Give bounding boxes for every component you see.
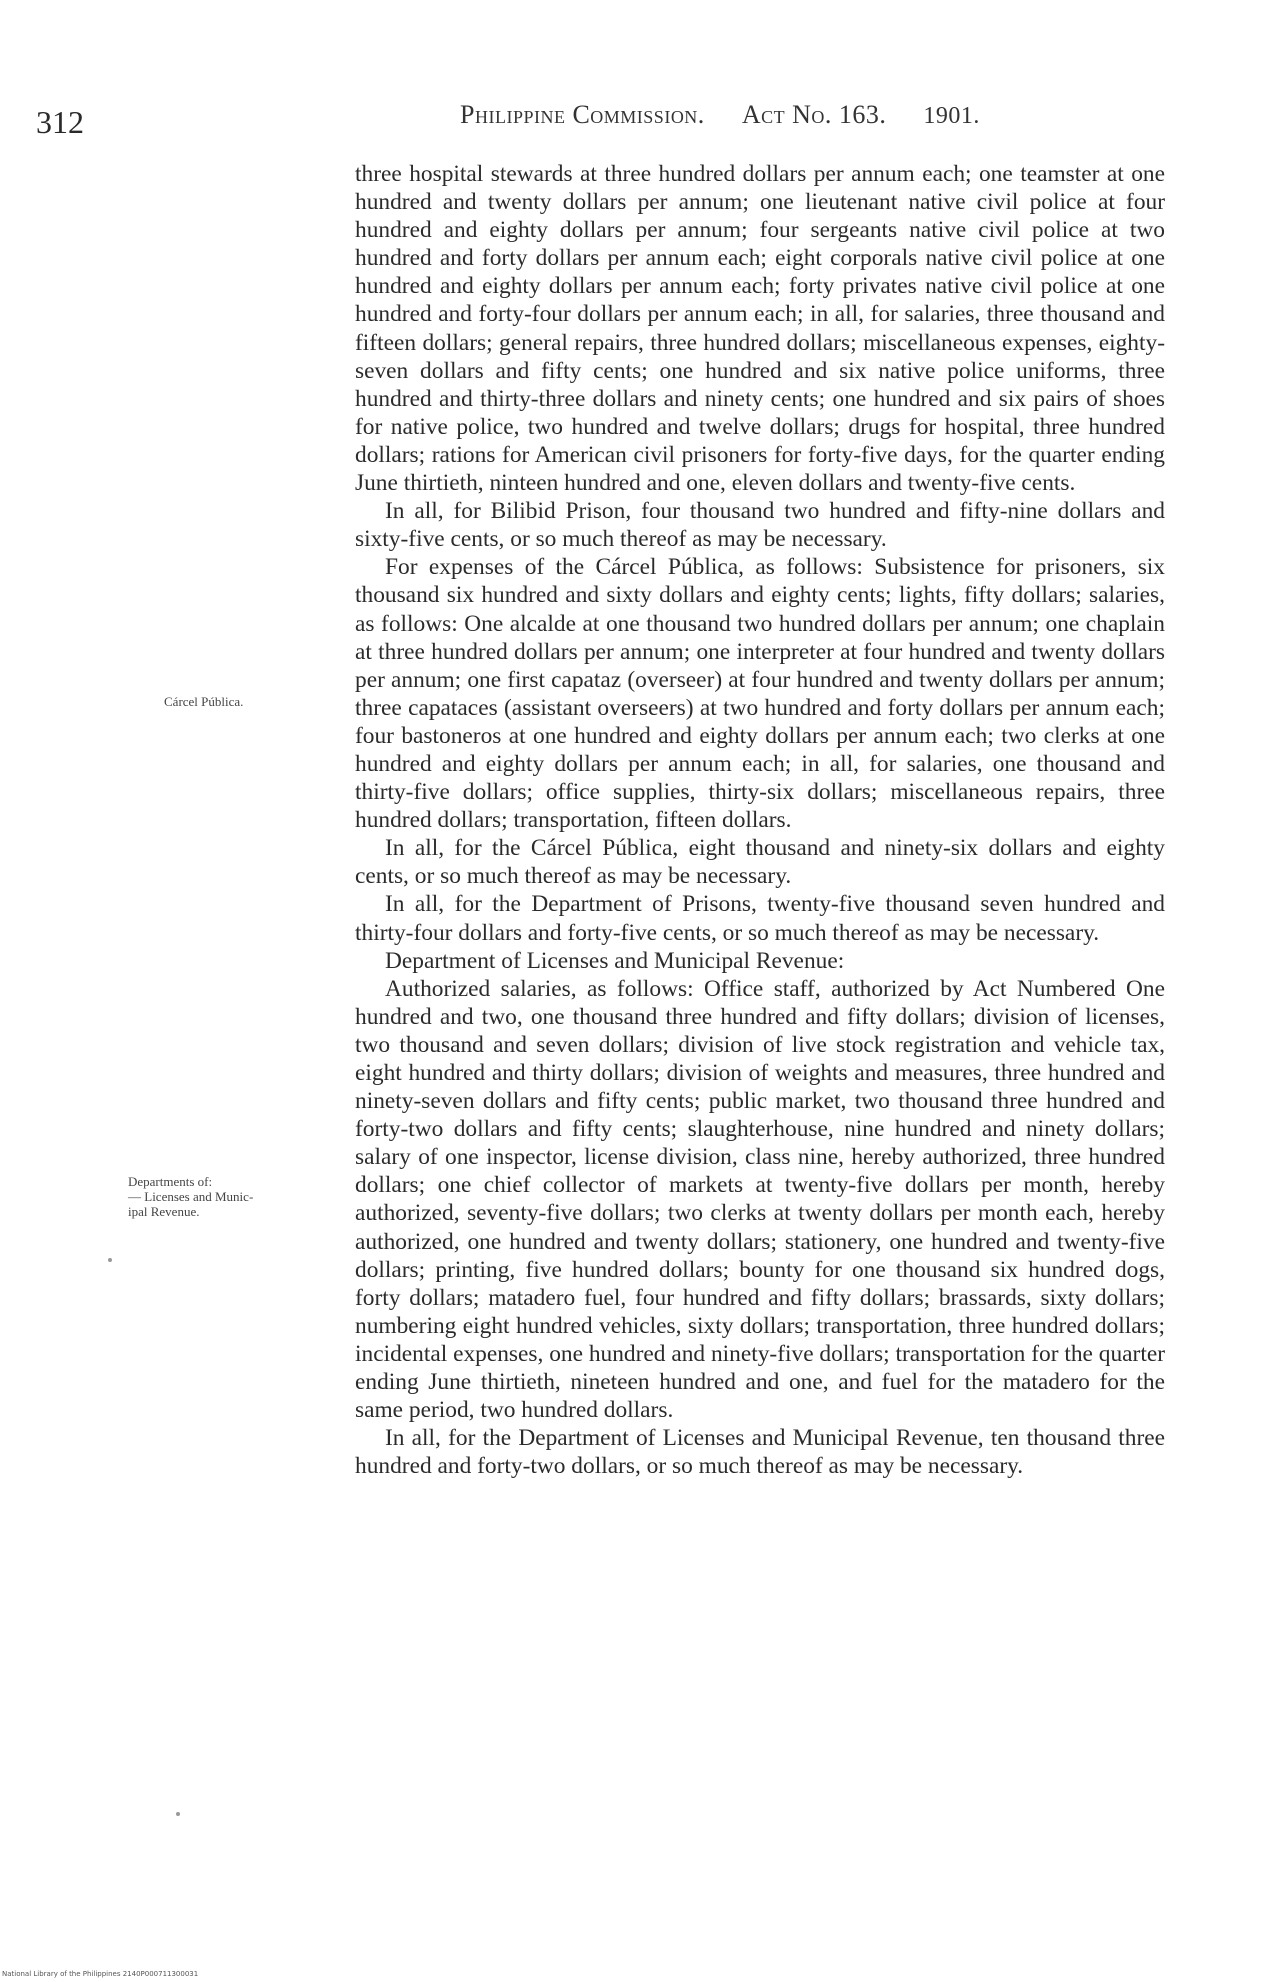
body-text (355, 160, 1165, 1480)
page-number: 312 (36, 104, 84, 140)
paragraph-licenses-total: In all, for the Department of Licenses and Municipal Revenue, ten thousand three hundred and forty-two dollars, or so much thereof as may be necessary. (355, 1425, 1165, 1480)
scan-speck (176, 1812, 180, 1816)
paragraph-carcel-total: In all, for the Cárcel Pública, eight thousand and ninety-six dollars and eighty cents, or so much thereof as may be necessary. (355, 835, 1165, 890)
paragraph-licenses-salaries: Authorized salaries, as follows: Office staff, authorized by Act Numbered One hundred and two, one thousand three hundred and fifty dollars; division of licenses, two thousand and seven dollars; division of live stock registration and vehicle tax, eight hundred and thirty dollars; division of weights and measures, three hundred and ninety-seven dollars and fifty cents; public market, two thousand three hundred and forty-two dollars and fifty cents; slaughterhouse, nine hundred and ninety dollars; salary of one inspector, license division, class nine, hereby authorized, three hundred dollars; one chief collector of markets at twenty-five dollars per month, hereby authorized, seventy-five dollars; two clerks at twenty dollars per month each, hereby authorized, one hundred and twenty dollars; stationery, one hundred and twenty-five dollars; printing, five hundred dollars; bounty for one thousand six hundred dogs, forty dollars; matadero fuel, four hundred and fifty dollars; brassards, sixty dollars; numbering eight hundred vehicles, sixty dollars; transportation, three hundred dollars; incidental expenses, one hundred and ninety-five dollars; transportation for the quarter ending June thirtieth, nineteen hundred and one, and fuel for the matadero for the same period, two hundred dollars. (355, 975, 1165, 1424)
running-head-commission: Philippine Commission. (460, 100, 705, 129)
scan-speck (108, 1258, 112, 1262)
running-head-year: 1901. (923, 103, 980, 129)
paragraph-licenses-heading: Department of Licenses and Municipal Revenue: (385, 947, 845, 974)
margin-note-carcel-publica: Cárcel Pública. (164, 694, 244, 709)
margin-note-departments (128, 1174, 328, 1219)
paragraph-prisons-total: In all, for the Department of Prisons, twenty-five thousand seven hundred and thirty-four dollars and forty-five cents, or so much thereof as may be necessary. (355, 891, 1165, 946)
paragraph-bilibid-total: In all, for Bilibid Prison, four thousand two hundred and fifty-nine dollars and sixty-five cents, or so much thereof as may be necessary. (355, 498, 1165, 553)
running-head (460, 100, 1260, 130)
footer-scan-id: National Library of the Philippines 2140P000711300031 (2, 1970, 199, 1978)
margin-note-departments-line: ipal Revenue. (128, 1204, 200, 1219)
margin-note-departments-line: — Licenses and Munic- (128, 1189, 254, 1204)
margin-note-departments-line: Departments of: (128, 1174, 213, 1189)
paragraph-bilibid-salaries: three hospital stewards at three hundred dollars per annum each; one teamster at one hundred and twenty dollars per annum; one lieutenant native civil police at four hundred and eighty dollars per annum; four sergeants native civil police at two hundred and forty dollars per annum each; eight corporals native civil police at one hundred and eighty dollars per annum each; forty privates native civil police at one hundred and forty-four dollars per annum each; in all, for salaries, three thousand and fifteen dollars; general repairs, three hundred dollars; miscellaneous expenses, eighty-seven dollars and fifty cents; one hundred and six native police uniforms, three hundred and thirty-three dollars and ninety cents; one hundred and six pairs of shoes for native police, two hundred and twelve dollars; drugs for hospital, three hundred dollars; rations for American civil prisoners for forty-five days, for the quarter ending June thirtieth, ninteen hundred and one, eleven dollars and twenty-five cents. (355, 161, 1165, 497)
paragraph-carcel-expenses: For expenses of the Cárcel Pública, as follows: Subsistence for prisoners, six thousand six hundred and sixty dollars and eighty cents; lights, fifty dollars; salaries, as follows: One alcalde at one thousand two hundred dollars per annum; one chaplain at three hundred dollars per annum; one interpreter at four hundred and twenty dollars per annum; one first capataz (overseer) at four hundred and twenty dollars per annum; three capataces (assistant overseers) at two hundred and forty dollars per annum each; four bastoneros at one hundred and eighty dollars per annum each; two clerks at one hundred and eighty dollars per annum each; in all, for salaries, one thousand and thirty-five dollars; office supplies, thirty-six dollars; miscellaneous repairs, three hundred dollars; transportation, fifteen dollars. (355, 554, 1165, 834)
running-head-act: Act No. 163. (741, 100, 887, 129)
